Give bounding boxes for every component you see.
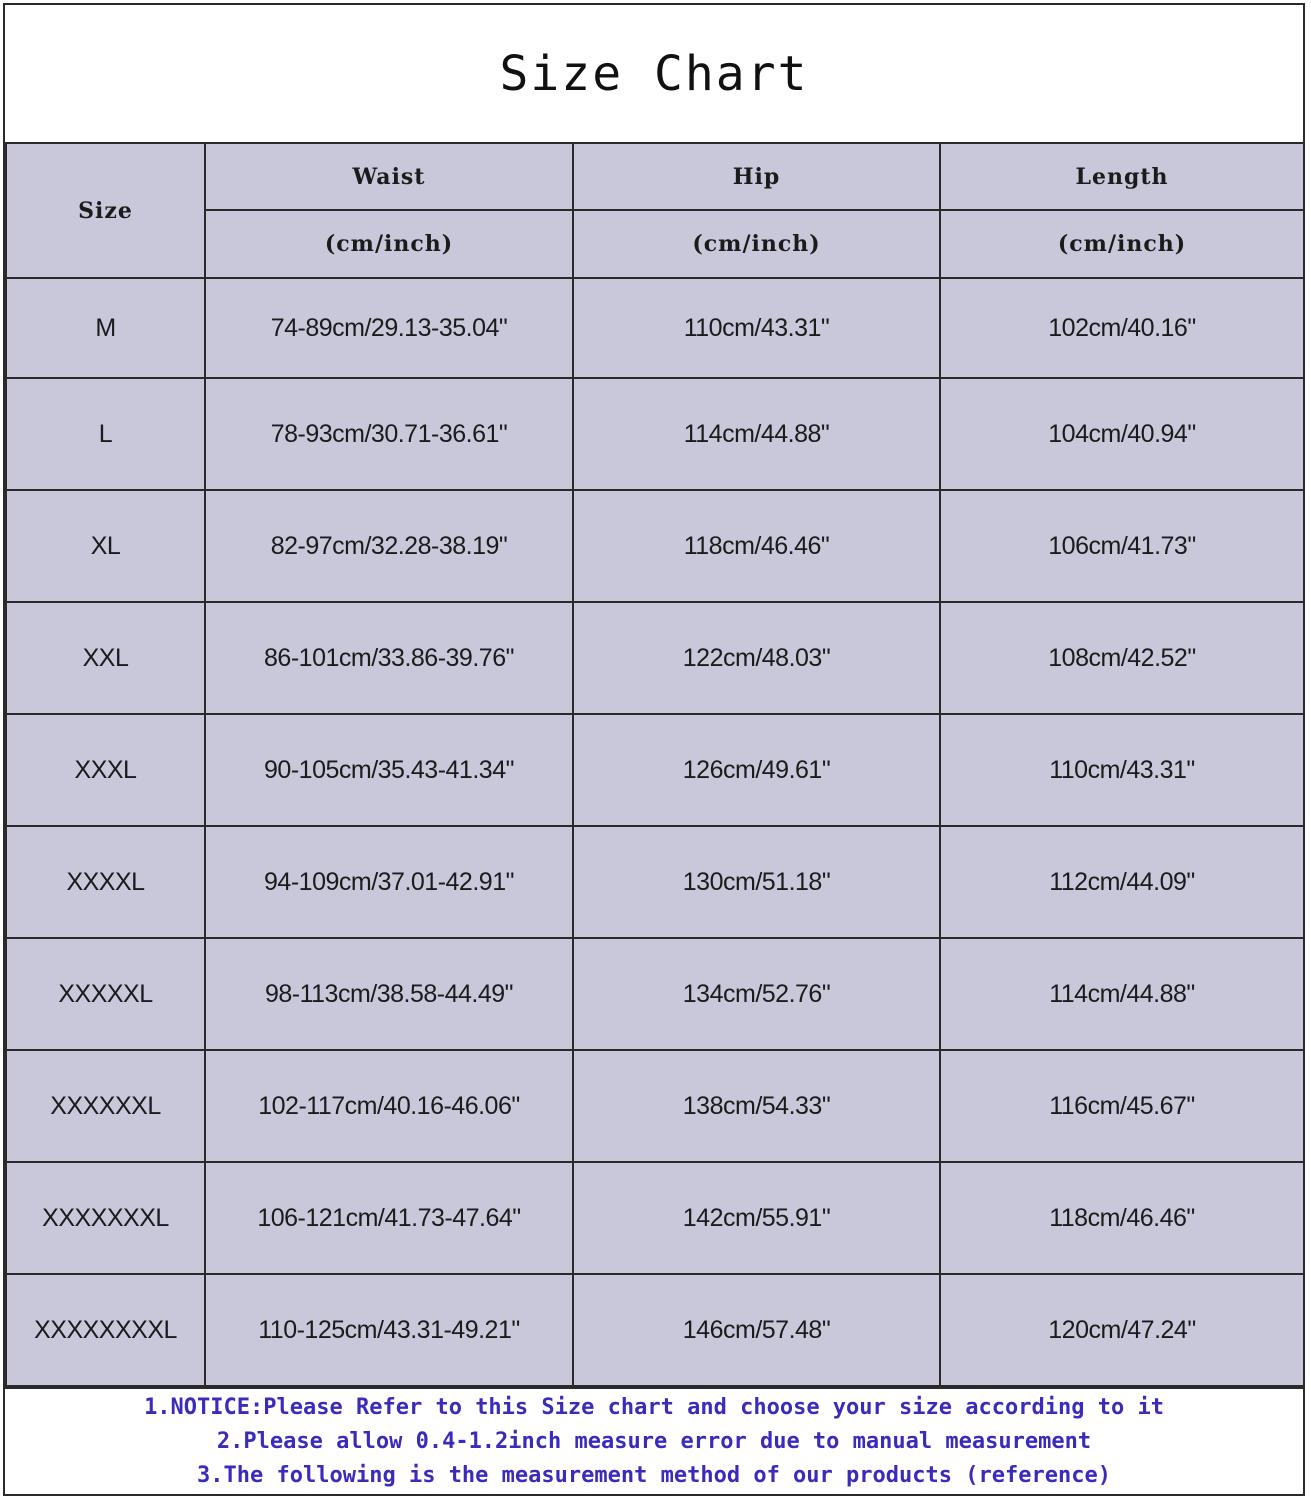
unit-length: (cm/inch) [940, 210, 1304, 278]
size-cell: XXL [6, 602, 205, 714]
table-row [6, 1162, 1304, 1274]
size-cell: XXXXXL [6, 938, 205, 1050]
waist-cell: 94-109cm/37.01-42.91" [205, 826, 573, 938]
size-table [5, 142, 1305, 1387]
size-cell: M [6, 278, 205, 378]
hip-cell: 110cm/43.31" [573, 278, 940, 378]
notice-line-1: 1.NOTICE:Please Refer to this Size chart and choose your size according to it [144, 1395, 1164, 1420]
size-cell: XXXXL [6, 826, 205, 938]
size-cell: XXXXXXL [6, 1050, 205, 1162]
waist-cell: 106-121cm/41.73-47.64" [205, 1162, 573, 1274]
table-row [6, 278, 1304, 378]
table-row [6, 938, 1304, 1050]
waist-cell: 102-117cm/40.16-46.06" [205, 1050, 573, 1162]
length-cell: 104cm/40.94" [940, 378, 1304, 490]
unit-waist: (cm/inch) [205, 210, 573, 278]
size-cell: L [6, 378, 205, 490]
hip-cell: 142cm/55.91" [573, 1162, 940, 1274]
notice-line-2: 2.Please allow 0.4-1.2inch measure error due to manual measurement [216, 1429, 1092, 1454]
waist-cell: 86-101cm/33.86-39.76" [205, 602, 573, 714]
waist-cell: 110-125cm/43.31-49.21" [205, 1274, 573, 1386]
length-cell: 110cm/43.31" [940, 714, 1304, 826]
title-box [5, 5, 1303, 142]
waist-cell: 74-89cm/29.13-35.04" [205, 278, 573, 378]
table-row [6, 490, 1304, 602]
waist-cell: 98-113cm/38.58-44.49" [205, 938, 573, 1050]
table-row [6, 378, 1304, 490]
size-cell: XL [6, 490, 205, 602]
length-cell: 102cm/40.16" [940, 278, 1304, 378]
length-cell: 118cm/46.46" [940, 1162, 1304, 1274]
hip-cell: 138cm/54.33" [573, 1050, 940, 1162]
waist-cell: 82-97cm/32.28-38.19" [205, 490, 573, 602]
length-cell: 112cm/44.09" [940, 826, 1304, 938]
length-cell: 120cm/47.24" [940, 1274, 1304, 1386]
hip-cell: 134cm/52.76" [573, 938, 940, 1050]
table-row [6, 826, 1304, 938]
hip-cell: 122cm/48.03" [573, 602, 940, 714]
hip-cell: 130cm/51.18" [573, 826, 940, 938]
unit-hip: (cm/inch) [573, 210, 940, 278]
size-cell: XXXL [6, 714, 205, 826]
hip-cell: 146cm/57.48" [573, 1274, 940, 1386]
hip-cell: 114cm/44.88" [573, 378, 940, 490]
notice-box [5, 1387, 1303, 1494]
waist-cell: 78-93cm/30.71-36.61" [205, 378, 573, 490]
table-row [6, 602, 1304, 714]
length-cell: 108cm/42.52" [940, 602, 1304, 714]
hip-cell: 118cm/46.46" [573, 490, 940, 602]
length-cell: 116cm/45.67" [940, 1050, 1304, 1162]
table-row [6, 1050, 1304, 1162]
page-title: Size Chart [499, 45, 809, 102]
length-cell: 106cm/41.73" [940, 490, 1304, 602]
table-row [6, 714, 1304, 826]
notice-line-3: 3.The following is the measurement method of our products (reference) [197, 1463, 1111, 1488]
table-row [6, 1274, 1304, 1386]
hip-cell: 126cm/49.61" [573, 714, 940, 826]
header-row [6, 143, 1304, 210]
size-cell: XXXXXXXL [6, 1162, 205, 1274]
size-chart-frame [3, 3, 1305, 1496]
size-cell: XXXXXXXXL [6, 1274, 205, 1386]
header-length: Length [940, 143, 1304, 210]
header-size: Size [6, 143, 205, 278]
length-cell: 114cm/44.88" [940, 938, 1304, 1050]
header-hip: Hip [573, 143, 940, 210]
waist-cell: 90-105cm/35.43-41.34" [205, 714, 573, 826]
header-waist: Waist [205, 143, 573, 210]
